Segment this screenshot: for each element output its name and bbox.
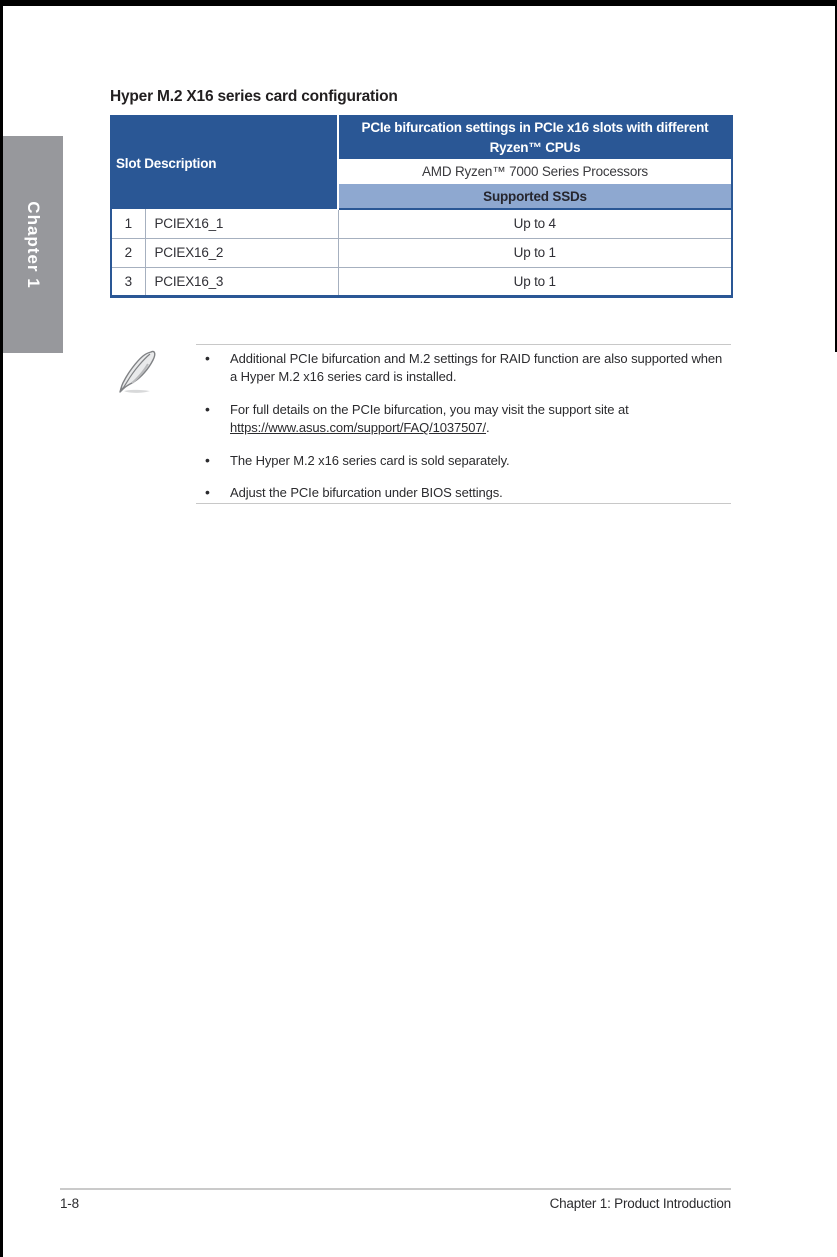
slot-number-cell: 1 bbox=[111, 209, 145, 238]
chapter-tab bbox=[3, 136, 63, 353]
note-list bbox=[196, 350, 731, 517]
ssd-count-cell: Up to 1 bbox=[338, 238, 732, 267]
table-header-row-1 bbox=[111, 116, 732, 159]
note-item bbox=[196, 484, 731, 502]
note-item bbox=[196, 350, 731, 387]
supported-ssds-header: Supported SSDs bbox=[338, 184, 732, 209]
note-text: The Hyper M.2 x16 series card is sold separately. bbox=[230, 452, 510, 468]
slot-description-header: Slot Description bbox=[111, 116, 338, 209]
table-row bbox=[111, 209, 732, 238]
table-row bbox=[111, 267, 732, 296]
slot-number-cell: 2 bbox=[111, 238, 145, 267]
note-item bbox=[196, 452, 731, 470]
cpu-series-header: AMD Ryzen™ 7000 Series Processors bbox=[338, 159, 732, 184]
scan-border-top bbox=[0, 0, 837, 6]
slot-name-cell: PCIEX16_2 bbox=[145, 238, 338, 267]
chapter-tab-label: Chapter 1 bbox=[24, 200, 43, 289]
footer-divider bbox=[60, 1188, 731, 1190]
note-text: Adjust the PCIe bifurcation under BIOS settings. bbox=[230, 485, 503, 501]
support-site-link[interactable]: https://www.asus.com/support/FAQ/1037507/ bbox=[230, 420, 487, 436]
slot-number-cell: 3 bbox=[111, 267, 145, 296]
footer-chapter-label: Chapter 1: Product Introduction bbox=[549, 1196, 731, 1211]
note-text: For full details on the PCIe bifurcation, you may visit the support site at bbox=[230, 401, 629, 417]
footer-page-number: 1-8 bbox=[60, 1196, 79, 1211]
note-divider-top bbox=[196, 344, 731, 345]
ssd-count-cell: Up to 4 bbox=[338, 209, 732, 238]
note-text: Additional PCIe bifurcation and M.2 settings for RAID function are also supported when a Hyper M.2 x16 series card is installed. bbox=[230, 351, 723, 385]
note-text-after-link: . bbox=[486, 420, 490, 436]
slot-name-cell: PCIEX16_3 bbox=[145, 267, 338, 296]
page-title: Hyper M.2 X16 series card configuration bbox=[110, 88, 398, 105]
table-row bbox=[111, 238, 732, 267]
ssd-count-cell: Up to 1 bbox=[338, 267, 732, 296]
pcie-bifurcation-header bbox=[338, 116, 732, 159]
bifurcation-table-wrap bbox=[110, 115, 733, 298]
note-pencil-quill-icon bbox=[110, 346, 166, 407]
bifurcation-table bbox=[110, 115, 733, 298]
note-item bbox=[196, 401, 731, 438]
pcie-bifurcation-header-text: PCIe bifurcation settings in PCIe x16 slots with different Ryzen™ CPUs bbox=[361, 120, 709, 155]
slot-name-cell: PCIEX16_1 bbox=[145, 209, 338, 238]
footer bbox=[60, 1196, 731, 1211]
